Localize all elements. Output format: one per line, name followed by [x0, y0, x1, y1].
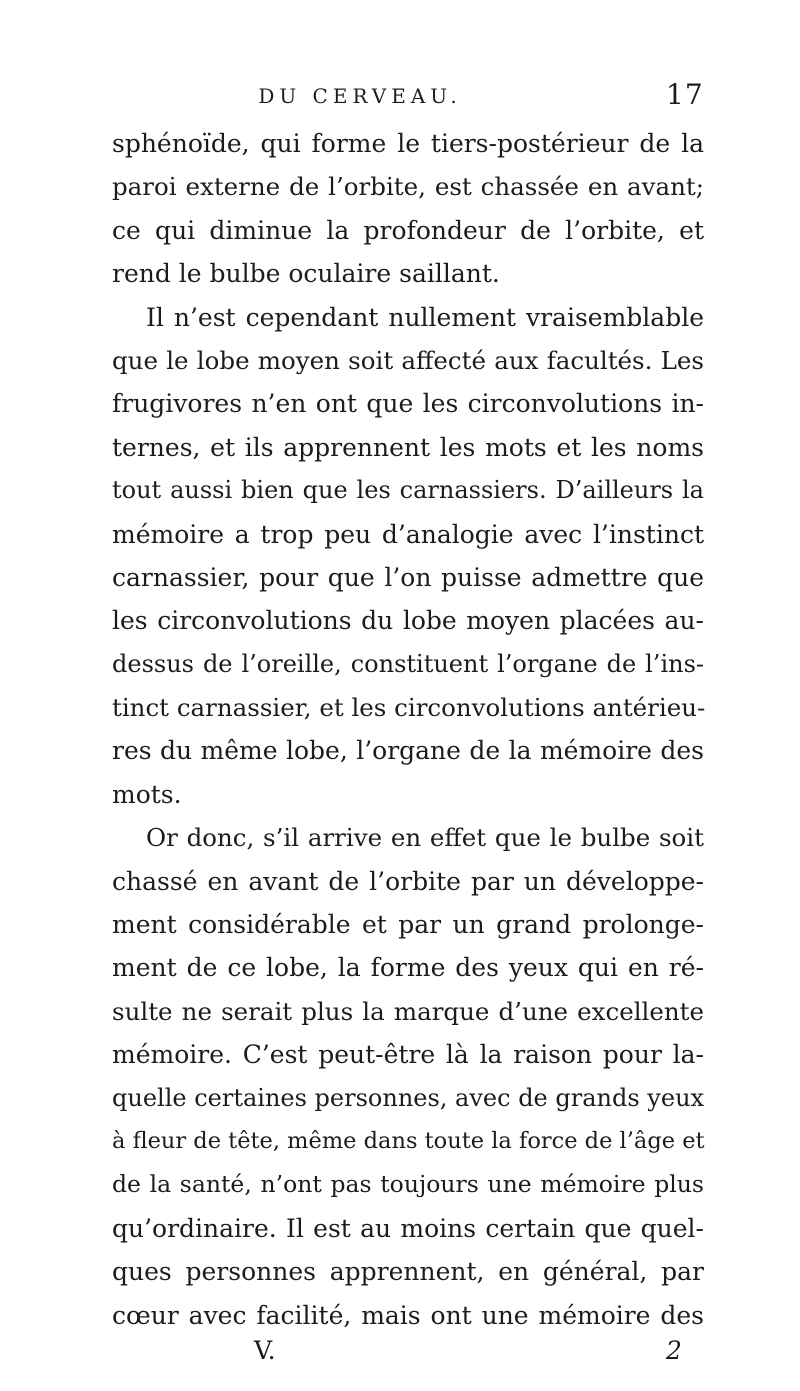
text-line: cœur avec facilité, mais ont une mémoire des	[112, 1300, 704, 1330]
text-line: ques personnes apprennent, en général, par	[112, 1257, 704, 1287]
text-line: rend le bulbe oculaire saillant.	[112, 259, 500, 289]
running-head	[0, 78, 800, 118]
text-line: Il n’est cependant nullement vraisemblable	[146, 302, 704, 332]
signature-number: 2	[666, 1336, 682, 1365]
text-line: qu’ordinaire. Il est au moins certain que quel-	[112, 1213, 704, 1243]
text-line: mémoire a trop peu d’analogie avec l’instinct	[112, 519, 704, 549]
paragraph	[112, 122, 704, 296]
text-line: de la santé, n’ont pas toujours une mémoire plus	[112, 1170, 704, 1199]
paragraph	[112, 296, 704, 817]
text-line: frugivores n’en ont que les circonvolutions in-	[112, 389, 704, 419]
text-line: Or donc, s’il arrive en effet que le bulbe soit	[146, 823, 704, 853]
signature-mark: V.	[254, 1336, 276, 1365]
text-line: ment considérable et par un grand prolonge-	[112, 910, 704, 940]
text-line: à fleur de tête, même dans toute la force de l’âge et	[112, 1127, 705, 1154]
text-line: que le lobe moyen soit affecté aux facultés. Les	[112, 345, 704, 375]
text-line: quelle certaines personnes, avec de grands yeux	[112, 1083, 705, 1112]
text-line: mémoire. C’est peut-être là la raison pour la-	[112, 1040, 704, 1070]
text-line: ternes, et ils apprennent les mots et les noms	[112, 432, 704, 462]
paragraph	[112, 816, 704, 1337]
text-line: ce qui diminue la profondeur de l’orbite, et	[112, 215, 704, 245]
text-line: ment de ce lobe, la forme des yeux qui en ré-	[112, 953, 704, 983]
page-number: 17	[666, 78, 704, 111]
text-line: les circonvolutions du lobe moyen placées au-	[112, 606, 704, 636]
text-line: paroi externe de l’orbite, est chassée en avant;	[112, 172, 704, 202]
text-line: tinct carnassier, et les circonvolutions antérieu-	[112, 693, 706, 723]
text-line: res du même lobe, l’organe de la mémoire des	[112, 736, 704, 766]
page-footer	[0, 1336, 800, 1376]
text-line: carnassier, pour que l’on puisse admettre que	[112, 562, 704, 592]
running-title: DU CERVEAU.	[258, 84, 462, 108]
text-line: chassé en avant de l’orbite par un développe-	[112, 866, 704, 896]
text-line: dessus de l’oreille, constituent l’organe de l’ins-	[112, 649, 704, 678]
text-line: mots.	[112, 779, 182, 809]
body-text	[112, 122, 704, 1337]
text-line: tout aussi bien que les carnassiers. D’ailleurs la	[112, 476, 704, 505]
text-line: sphénoïde, qui forme le tiers-postérieur de la	[112, 129, 704, 158]
text-line: sulte ne serait plus la marque d’une excellente	[112, 996, 704, 1026]
